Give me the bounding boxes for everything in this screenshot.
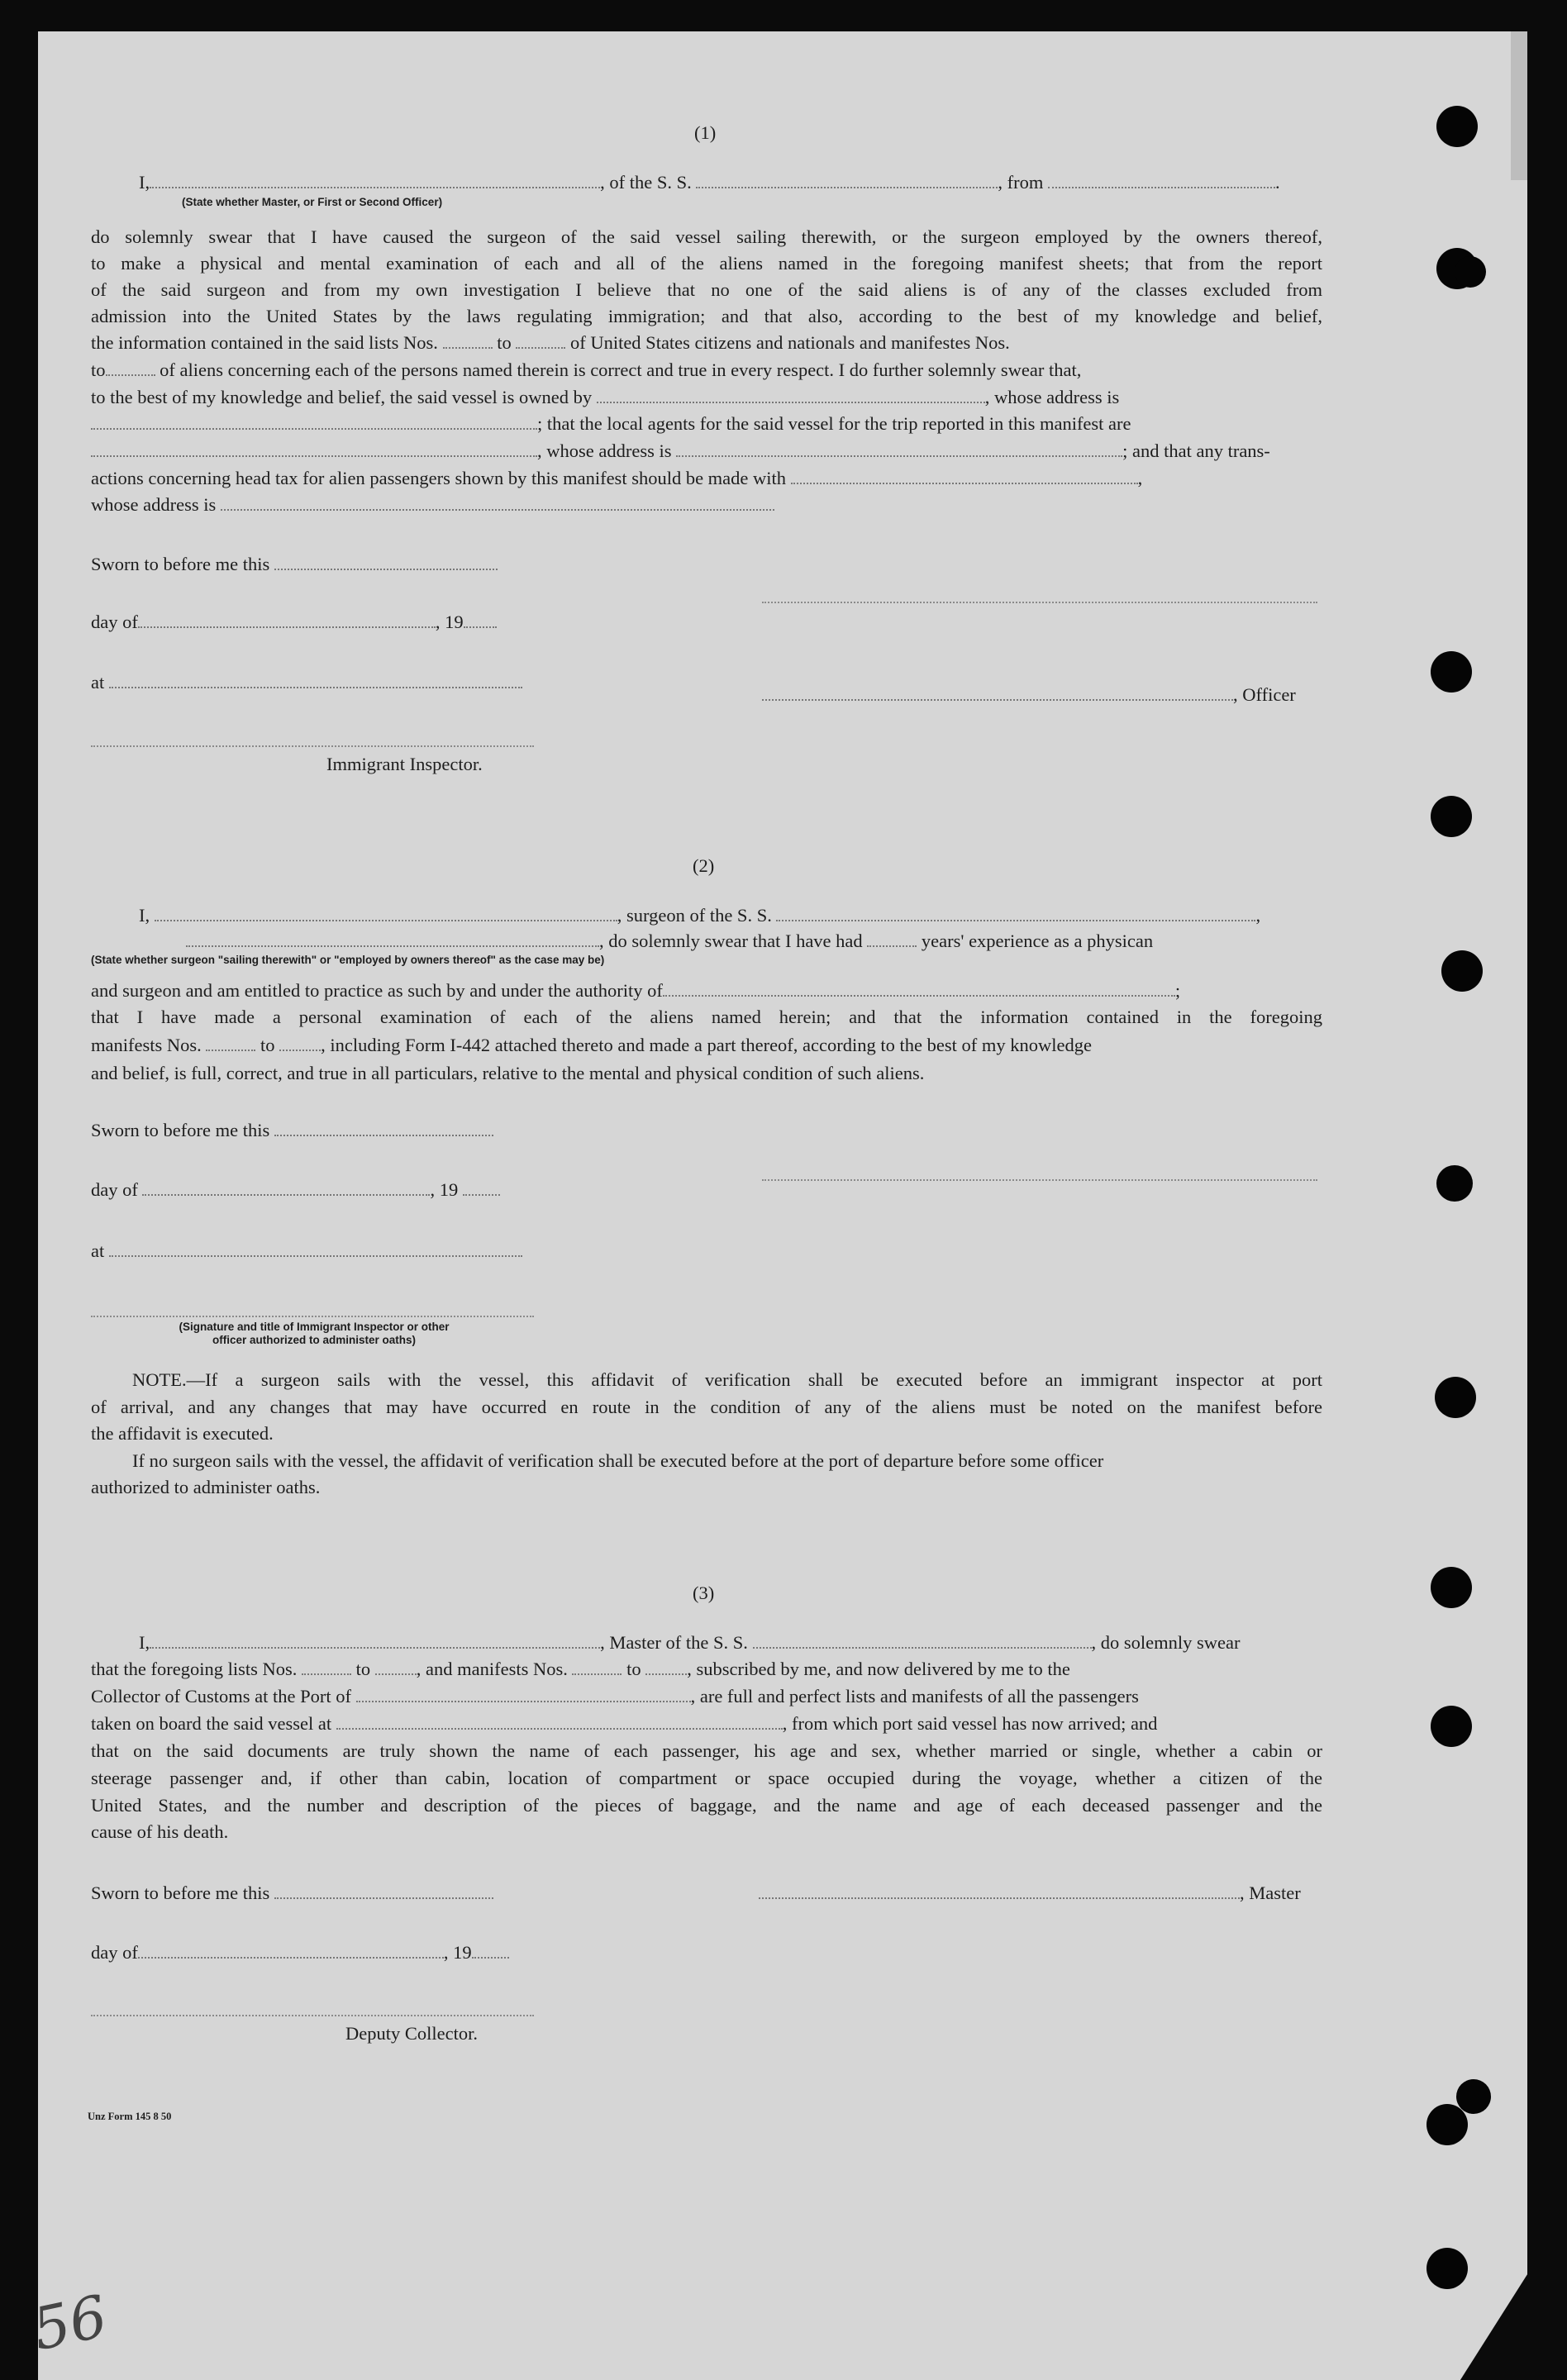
form-i442-label: , including Form I-442 attached thereto and made a part thereof, according to the best of my knowledge — [321, 1035, 1092, 1055]
form-number-footer: Unz Form 145 8 50 — [88, 2111, 172, 2122]
master-signature-line — [759, 1884, 1301, 1903]
day-of-line — [91, 613, 497, 632]
swear-label: , do solemnly swear that I have had — [599, 931, 863, 951]
note-line: authorized to administer oaths. — [91, 1477, 321, 1497]
punch-hole — [1436, 106, 1478, 147]
month-field[interactable] — [138, 626, 436, 628]
manifest-no-to-field[interactable] — [106, 374, 155, 376]
note-line: If no surgeon sails with the vessel, the affidavit of verification shall be executed before at the port of departure before some officer — [132, 1450, 1104, 1471]
section-3-line-1 — [139, 1634, 1240, 1653]
signature-caption-line: (Signature and title of Immigrant Inspector or other — [179, 1321, 450, 1333]
surgeon-signature-line[interactable] — [762, 1179, 1317, 1181]
owner-address-field[interactable] — [91, 428, 537, 430]
month-field[interactable] — [138, 1957, 444, 1959]
pronoun-i: I, — [139, 905, 150, 926]
year-field[interactable] — [472, 1957, 509, 1959]
semicolon: ; — [1174, 980, 1181, 1001]
transactions-label: ; and that any trans- — [1122, 440, 1270, 461]
whose-address-label: whose address is — [91, 494, 217, 515]
section-2-line-5 — [91, 1036, 1092, 1055]
manifests-nos-label: manifests Nos. — [91, 1035, 202, 1055]
owner-field[interactable] — [597, 402, 985, 403]
punch-hole — [1441, 950, 1483, 992]
whose-address-label: , whose address is — [537, 440, 672, 461]
list-to-field[interactable] — [375, 1673, 417, 1675]
punch-hole — [1426, 2248, 1468, 2289]
from-label: , from — [998, 172, 1044, 193]
surgeon-type-field[interactable] — [186, 945, 599, 947]
section-3-para-line: United States, and the number and description of the pieces of baggage, and the name and age of each deceased passenger and the — [91, 1797, 1322, 1816]
aliens-statement: of aliens concerning each of the persons named therein is correct and true in every respect. I do further solemnly swear that, — [160, 359, 1082, 380]
section-1-line-1 — [139, 174, 1280, 193]
whose-address-label: , whose address is — [984, 387, 1120, 407]
margin-handwritten-number: 56 — [26, 2282, 113, 2364]
note-line: the affidavit is executed. — [91, 1423, 274, 1444]
arrived-label: , from which port said vessel has now arrived; and — [782, 1713, 1158, 1734]
sworn-label: Sworn to before me this — [91, 554, 270, 574]
section-3-para-line: that on the said documents are truly shown the name of each passenger, his age and sex, whether married or single, whether a cabin or — [91, 1742, 1322, 1761]
day-of-label: day of — [91, 612, 138, 632]
sworn-line — [91, 1121, 493, 1140]
punch-hole — [1456, 2079, 1491, 2114]
manifest-from-field[interactable] — [572, 1673, 622, 1675]
head-tax-line — [91, 469, 1142, 488]
years-field[interactable] — [867, 945, 917, 947]
vessel-name-field[interactable] — [753, 1647, 1092, 1649]
year-label: , 19 — [443, 1942, 472, 1963]
sworn-date-field[interactable] — [274, 1897, 493, 1899]
pronoun-i: I, — [139, 172, 150, 193]
section-3-line-3 — [91, 1687, 1139, 1706]
master-signature-field[interactable] — [759, 1897, 1240, 1899]
section-1-number: (1) — [694, 122, 717, 143]
manifest-from-field[interactable] — [206, 1050, 255, 1051]
head-tax-label: actions concerning head tax for alien passengers shown by this manifest should be made with — [91, 468, 787, 488]
to-label: to — [355, 1659, 371, 1679]
inspector-signature-line[interactable] — [91, 1316, 534, 1317]
officer-signature-field[interactable] — [762, 699, 1233, 701]
note-line: NOTE.—If a surgeon sails with the vessel, this affidavit of verification shall be executed before an immigrant inspector at port — [132, 1371, 1322, 1390]
section-1-para-line: admission into the United States by the laws regulating immigration; and that also, according to the best of my knowledge and belief, — [91, 307, 1322, 326]
to-label: to — [497, 332, 512, 353]
swear-label: , do solemnly swear — [1091, 1632, 1241, 1653]
comma: , — [1137, 468, 1143, 488]
at-label: at — [91, 672, 105, 693]
manifest-to-field[interactable] — [645, 1673, 687, 1675]
punch-hole — [1426, 2104, 1468, 2145]
day-of-line — [91, 1944, 509, 1963]
deputy-collector-label: Deputy Collector. — [345, 2023, 478, 2044]
lists-nos-line — [91, 334, 1010, 353]
month-field[interactable] — [142, 1194, 430, 1196]
authority-field[interactable] — [663, 995, 1175, 997]
authority-label: and surgeon and am entitled to practice as such by and under the authority of — [91, 980, 663, 1001]
experience-label: years' experience as a physican — [921, 931, 1154, 951]
punch-hole — [1455, 256, 1486, 288]
section-2-line-2 — [186, 932, 1153, 951]
agents-address-line — [91, 442, 1270, 461]
punch-hole — [1431, 796, 1472, 837]
punch-hole — [1435, 1377, 1476, 1418]
day-of-line — [91, 1181, 500, 1200]
pronoun-i: I, — [139, 1632, 150, 1653]
section-2-line-4: that I have made a personal examination of each of the aliens named herein; and that the information contained in the foregoing — [91, 1008, 1322, 1027]
sworn-label: Sworn to before me this — [91, 1120, 270, 1140]
at-label: at — [91, 1240, 105, 1261]
master-label: , Master — [1240, 1883, 1301, 1903]
officer-line — [762, 686, 1296, 705]
at-line — [91, 1242, 522, 1261]
signature-caption — [116, 1321, 512, 1346]
section-2-number: (2) — [693, 855, 715, 876]
list-no-to-field[interactable] — [516, 347, 565, 349]
port-from-field[interactable] — [1048, 187, 1275, 188]
vessel-name-field[interactable] — [776, 920, 1255, 921]
inspector-signature-line[interactable] — [91, 745, 534, 747]
head-tax-contact-field[interactable] — [791, 483, 1138, 484]
section-1-para-line: to make a physical and mental examination of each and all of the aliens named in the foregoing manifest sheets; that from the report — [91, 255, 1322, 274]
punch-hole — [1436, 1165, 1473, 1202]
punch-hole — [1431, 1567, 1472, 1608]
sworn-date-field[interactable] — [274, 569, 498, 570]
owned-by-label: to the best of my knowledge and belief, the said vessel is owned by — [91, 387, 593, 407]
surgeon-name-field[interactable] — [155, 920, 617, 921]
to-label: to — [91, 359, 106, 380]
section-2-line-6: and belief, is full, correct, and true in all particulars, relative to the mental and physical condition of such aliens. — [91, 1063, 925, 1083]
whose-address-line — [91, 496, 774, 515]
section-1-para-line: of the said surgeon and from my own investigation I believe that no one of the said aliens is of any of the classes excluded from — [91, 281, 1322, 300]
owned-by-line — [91, 388, 1119, 407]
punch-hole — [1431, 651, 1472, 693]
lists-nos-label: that the foregoing lists Nos. — [91, 1659, 298, 1679]
port-field[interactable] — [356, 1701, 691, 1702]
agents-line — [91, 415, 1131, 434]
officer-label: , Officer — [1233, 684, 1296, 705]
manifest-to-field[interactable] — [279, 1050, 321, 1051]
manifests-nos-label: , and manifests Nos. — [416, 1659, 568, 1679]
list-no-from-field[interactable] — [443, 347, 493, 349]
manifests-nos-label: of United States citizens and nationals and manifestes Nos. — [569, 332, 1010, 353]
day-of-label: day of — [91, 1942, 138, 1963]
lists-nos-label: the information contained in the said lists Nos. — [91, 332, 438, 353]
collector-signature-line[interactable] — [91, 2015, 534, 2016]
year-field[interactable] — [464, 626, 497, 628]
place-field[interactable] — [109, 1255, 522, 1257]
section-3-line-4 — [91, 1715, 1157, 1734]
section-2-line-1 — [139, 907, 1260, 926]
comma: , — [1255, 905, 1261, 926]
immigrant-inspector-label: Immigrant Inspector. — [326, 754, 483, 774]
taken-on-board-label: taken on board the said vessel at — [91, 1713, 332, 1734]
day-of-label: day of — [91, 1179, 138, 1200]
signature-line[interactable] — [762, 602, 1317, 603]
year-label: , 19 — [435, 612, 464, 632]
master-name-field[interactable] — [150, 1647, 600, 1649]
port-label: Collector of Customs at the Port of — [91, 1686, 351, 1706]
place-field[interactable] — [109, 687, 522, 688]
departure-port-field[interactable] — [336, 1728, 783, 1730]
sworn-line — [91, 1884, 493, 1903]
sworn-label: Sworn to before me this — [91, 1883, 270, 1903]
to-label: to — [260, 1035, 275, 1055]
passengers-label: , are full and perfect lists and manifests of all the passengers — [690, 1686, 1139, 1706]
officer-rank-field[interactable] — [150, 187, 600, 188]
to-label: to — [626, 1659, 641, 1679]
section-3-para-line: steerage passenger and, if other than cabin, location of compartment or space occupied during the voyage, whether a citizen of the — [91, 1769, 1322, 1788]
agents-address-field[interactable] — [676, 455, 1122, 457]
form-sheet — [38, 31, 1527, 2380]
vessel-name-field[interactable] — [696, 187, 998, 188]
master-label: , Master of the S. S. — [600, 1632, 748, 1653]
section-1-para-line: do solemnly swear that I have caused the surgeon of the said vessel sailing therewith, or the surgeon employed by the owners thereof, — [91, 228, 1322, 247]
year-field[interactable] — [463, 1194, 500, 1196]
paper-edge — [1511, 31, 1527, 180]
year-label: , 19 — [430, 1179, 459, 1200]
signature-caption-line: officer authorized to administer oaths) — [212, 1333, 417, 1346]
agents-field[interactable] — [91, 455, 537, 457]
section-2-instruction: (State whether surgeon "sailing therewith" or "employed by owners thereof" as the case may be) — [91, 954, 605, 966]
section-1-instruction: (State whether Master, or First or Second Officer) — [182, 196, 443, 208]
at-line — [91, 674, 522, 693]
section-3-line-2 — [91, 1660, 1070, 1679]
list-from-field[interactable] — [302, 1673, 351, 1675]
sworn-date-field[interactable] — [274, 1135, 493, 1136]
section-3-number: (3) — [693, 1583, 715, 1603]
agents-label: ; that the local agents for the said vessel for the trip reported in this manifest are — [537, 413, 1131, 434]
surgeon-label: , surgeon of the S. S. — [617, 905, 772, 926]
section-2-line-3 — [91, 982, 1180, 1001]
note-line: of arrival, and any changes that may have occurred en route in the condition of any of the aliens must be noted on the manifest before — [91, 1398, 1322, 1417]
punch-hole — [1431, 1706, 1472, 1747]
aliens-line — [91, 361, 1081, 380]
section-3-para-line: cause of his death. — [91, 1821, 229, 1842]
subscribed-label: , subscribed by me, and now delivered by me to the — [687, 1659, 1070, 1679]
contact-address-field[interactable] — [221, 509, 774, 511]
sworn-line — [91, 555, 498, 574]
of-the-ss-label: , of the S. S. — [600, 172, 692, 193]
line-end-period: . — [1275, 172, 1280, 193]
